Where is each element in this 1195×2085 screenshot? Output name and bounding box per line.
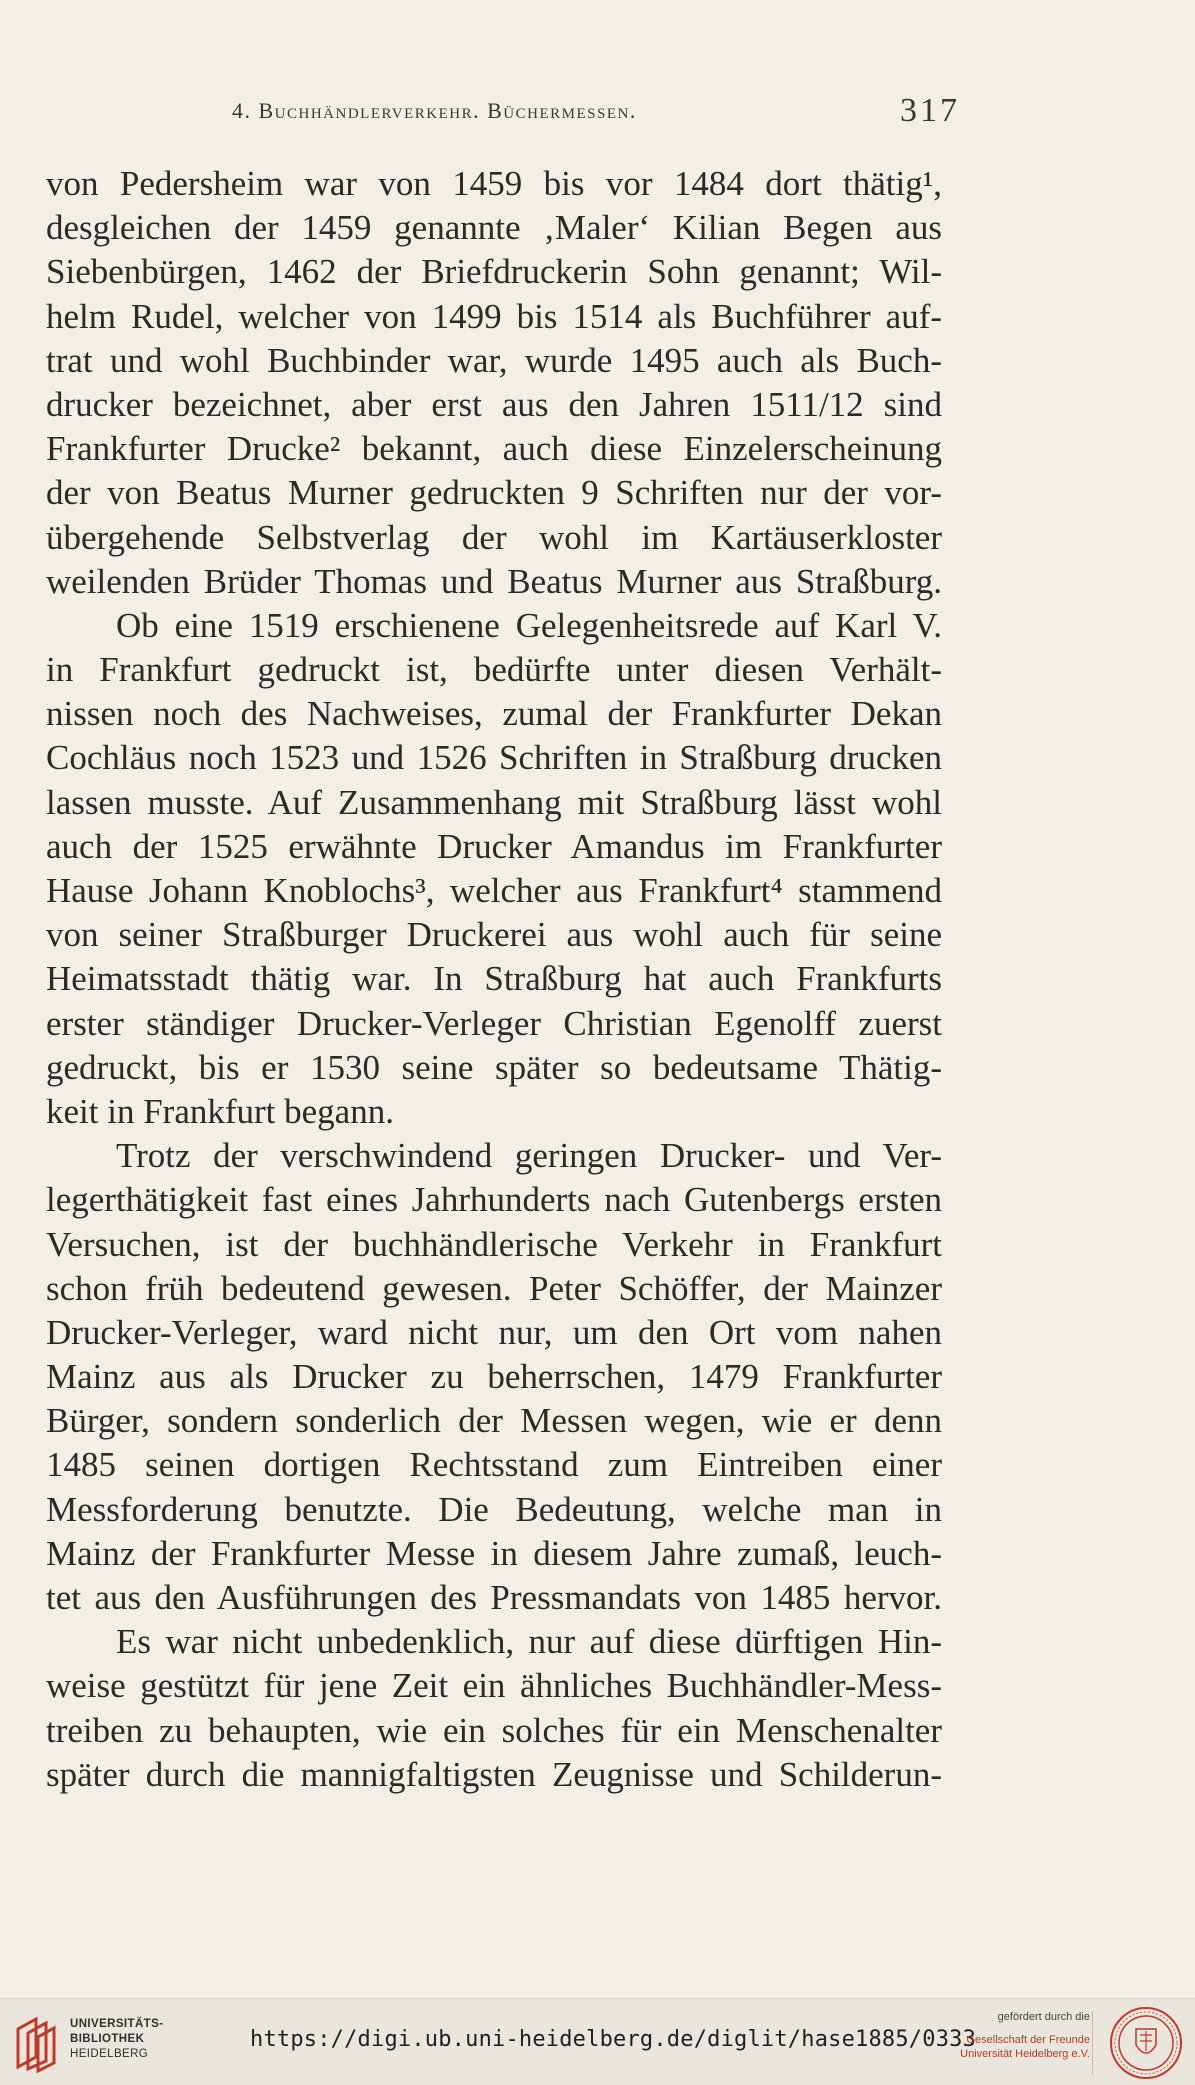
text-line: Mainz der Frankfurter Messe in diesem Jahre zumaß, leuch- bbox=[46, 1533, 942, 1573]
text-line: Drucker-Verleger, ward nicht nur, um den Ort vom nahen bbox=[46, 1312, 942, 1352]
library-name-line: UNIVERSITÄTS- bbox=[70, 2018, 164, 2030]
university-seal-icon bbox=[1108, 2005, 1184, 2081]
text-line: Heimatsstadt thätig war. In Straßburg hat auch Frankfurts bbox=[46, 959, 942, 999]
library-name-line: BIBLIOTHEK bbox=[70, 2033, 145, 2045]
text-line: Hause Johann Knoblochs³, welcher aus Frankfurt⁴ stammend bbox=[46, 871, 942, 910]
text-line: drucker bezeichnet, aber erst aus den Jahren 1511/12 sind bbox=[46, 384, 942, 424]
running-head bbox=[0, 92, 1195, 136]
text-line: gedruckt, bis er 1530 seine später so bedeutsame Thätig- bbox=[46, 1047, 942, 1087]
text-line: Versuchen, ist der buchhändlerische Verkehr in Frankfurt bbox=[46, 1224, 942, 1264]
text-line: Es war nicht unbedenklich, nur auf diese dürftigen Hin- bbox=[116, 1622, 942, 1662]
body-text bbox=[46, 162, 942, 1797]
text-line: erster ständiger Drucker-Verleger Christian Egenolff zuerst bbox=[46, 1003, 942, 1043]
text-line: nissen noch des Nachweises, zumal der Frankfurter Dekan bbox=[46, 694, 942, 734]
sponsor-name-line: Universität Heidelberg e.V. bbox=[960, 2048, 1090, 2060]
library-name bbox=[70, 2017, 163, 2062]
permalink-url[interactable]: https://digi.ub.uni-heidelberg.de/diglit/hase1885/0333 bbox=[250, 2027, 977, 2052]
text-line: weilenden Brüder Thomas und Beatus Murner aus Straßburg. bbox=[46, 561, 942, 601]
text-line: später durch die mannigfaltigsten Zeugnisse und Schilderun- bbox=[46, 1754, 942, 1794]
text-line: Siebenbürgen, 1462 der Briefdruckerin Sohn genannt; Wil- bbox=[46, 252, 942, 292]
text-line: 1485 seinen dortigen Rechtsstand zum Eintreiben einer bbox=[46, 1445, 942, 1485]
text-line: keit in Frankfurt begann. bbox=[46, 1091, 394, 1131]
running-head-title: 4. Buchhändlerverkehr. Büchermessen. bbox=[232, 98, 637, 123]
text-line: Mainz aus als Drucker zu beherrschen, 1479 Frankfurter bbox=[46, 1357, 942, 1397]
library-logo-icon bbox=[12, 2015, 60, 2073]
text-line: Cochläus noch 1523 und 1526 Schriften in Straßburg drucken bbox=[46, 738, 942, 778]
text-line: Bürger, sondern sonderlich der Messen wegen, wie er denn bbox=[46, 1401, 942, 1441]
text-line: in Frankfurt gedruckt ist, bedürfte unter diesen Verhält- bbox=[46, 650, 942, 690]
sponsor-block bbox=[930, 2011, 1090, 2061]
text-line: trat und wohl Buchbinder war, wurde 1495 auch als Buch- bbox=[46, 340, 942, 380]
text-line: treiben zu behaupten, wie ein solches für ein Menschenalter bbox=[46, 1710, 942, 1750]
text-line: von Pedersheim war von 1459 bis vor 1484 dort thätig¹, bbox=[46, 164, 942, 203]
text-line: schon früh bedeutend gewesen. Peter Schöffer, der Mainzer bbox=[46, 1268, 942, 1308]
text-line: helm Rudel, welcher von 1499 bis 1514 als Buchführer auf- bbox=[46, 296, 942, 336]
text-line: der von Beatus Murner gedruckten 9 Schriften nur der vor- bbox=[46, 473, 942, 513]
text-line: Messforderung benutzte. Die Bedeutung, welche man in bbox=[46, 1489, 942, 1529]
text-line: lassen musste. Auf Zusammenhang mit Straßburg lässt wohl bbox=[46, 782, 942, 822]
page-number: 317 bbox=[900, 92, 960, 129]
sponsor-label: gefördert durch die bbox=[997, 2011, 1090, 2023]
library-name-line: HEIDELBERG bbox=[70, 2048, 149, 2060]
text-line: auch der 1525 erwähnte Drucker Amandus im Frankfurter bbox=[46, 826, 942, 866]
text-line: übergehende Selbstverlag der wohl im Kartäuserkloster bbox=[46, 517, 942, 557]
text-line: weise gestützt für jene Zeit ein ähnliches Buchhändler-Mess- bbox=[46, 1666, 942, 1706]
text-line: Frankfurter Drucke² bekannt, auch diese Einzelerscheinung bbox=[46, 429, 942, 469]
text-line: von seiner Straßburger Druckerei aus wohl auch für seine bbox=[46, 915, 942, 955]
text-line: Trotz der verschwindend geringen Drucker- und Ver- bbox=[116, 1136, 942, 1176]
sponsor-divider bbox=[1092, 2011, 1093, 2075]
sponsor-name bbox=[930, 2033, 1090, 2061]
text-line: Ob eine 1519 erschienene Gelegenheitsrede auf Karl V. bbox=[116, 605, 942, 645]
text-line: desgleichen der 1459 genannte ‚Maler‘ Kilian Begen aus bbox=[46, 208, 942, 248]
sponsor-name-line: Gesellschaft der Freunde bbox=[966, 2034, 1090, 2046]
text-line: legerthätigkeit fast eines Jahrhunderts nach Gutenbergs ersten bbox=[46, 1180, 942, 1220]
text-line: tet aus den Ausführungen des Pressmandats von 1485 hervor. bbox=[46, 1578, 942, 1617]
viewer-footer bbox=[0, 1998, 1195, 2085]
